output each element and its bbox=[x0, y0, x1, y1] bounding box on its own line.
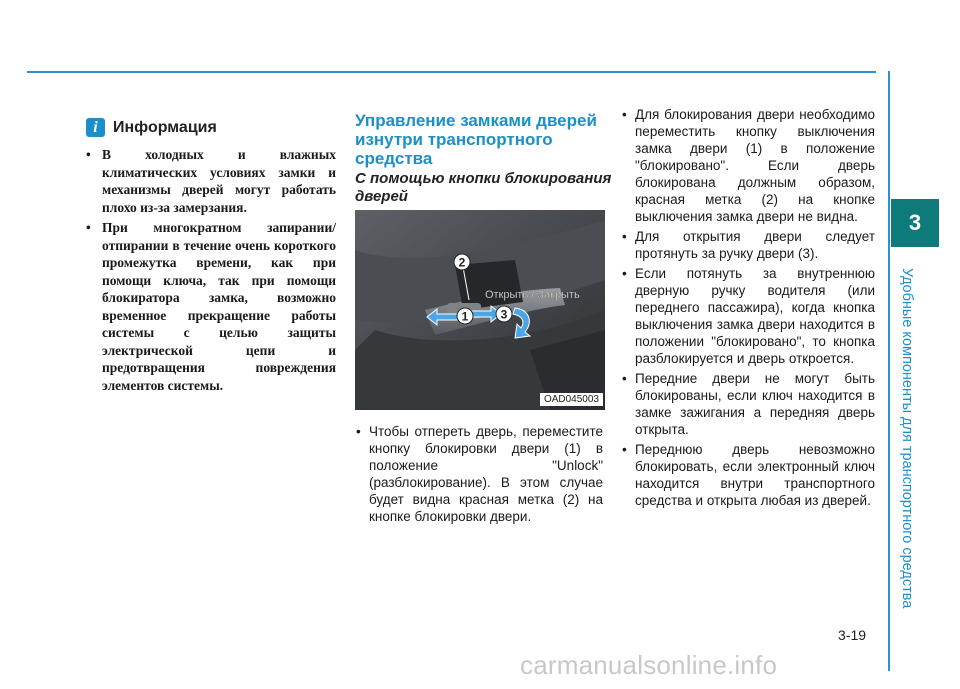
door-panel-illustration bbox=[355, 210, 605, 410]
chapter-divider bbox=[888, 71, 890, 671]
watermark: carmanualsonline.info bbox=[520, 650, 778, 680]
callout-1 bbox=[457, 308, 473, 324]
lock-instructions-list bbox=[621, 106, 875, 509]
door-lock-figure bbox=[355, 210, 605, 410]
list-item: • Переднюю дверь невозможно блокировать, если электронный ключ находится внутри транспортного средства и открыта любая из дверей. bbox=[621, 441, 875, 509]
list-item: • Для блокирования двери необходимо переместить кнопку выключения замка двери (1) в положение "блокировано". Если дверь блокирована должным образом, красная метка (2) на кнопке выключения замка двери не видна. bbox=[621, 106, 875, 225]
callout-3 bbox=[496, 306, 512, 322]
list-item: • Передние двери не могут быть блокированы, если ключ находится в замке зажигания а передняя дверь открыта. bbox=[621, 370, 875, 438]
callout-2 bbox=[454, 254, 470, 270]
info-icon: i bbox=[86, 118, 105, 137]
info-header bbox=[86, 118, 217, 137]
page-number: 3-19 bbox=[838, 627, 867, 643]
svg-text:1: 1 bbox=[461, 309, 469, 324]
list-item: • Чтобы отпереть дверь, переместите кнопку блокировки двери (1) в положение "Unlock" (разблокирование). В этом случае будет видна красная метка (2) на кнопке блокировки двери. bbox=[355, 423, 603, 525]
lock-overlay-label: Открыть / Закрыть bbox=[485, 289, 580, 301]
info-item: • В холодных и влажных климатических условиях замки и механизмы дверей могут работать плохо из-за замерзания. bbox=[86, 146, 336, 216]
list-item: • Если потянуть за внутреннюю дверную ручку водителя (или переднего пассажира), когда кнопка выключения замка двери находится в положении "блокировано", то кнопка разблокируется и дверь откроется. bbox=[621, 265, 875, 367]
figure-code: OAD045003 bbox=[540, 393, 603, 406]
info-title: Информация bbox=[113, 118, 217, 136]
chapter-side-title: Удобные компоненты для транспортного средства bbox=[899, 268, 915, 609]
chapter-number-badge: 3 bbox=[891, 199, 939, 247]
svg-text:2: 2 bbox=[458, 255, 466, 270]
section-title: Управление замками дверей изнутри транспортного средства bbox=[355, 111, 597, 168]
section-subtitle: С помощью кнопки блокирования дверей bbox=[355, 170, 612, 205]
info-list bbox=[86, 146, 336, 397]
top-rule bbox=[27, 71, 876, 73]
info-item: • При многократном запирании/отпирании в течение очень короткого промежутка времени, как при помощи ключа, так при помощи блокиратора замка, возможно временное прекращение работы системы с целью защиты электрической цепи и предотвращения повреждения элементов системы. bbox=[86, 219, 336, 394]
list-item: • Для открытия двери следует протянуть за ручку двери (3). bbox=[621, 228, 875, 262]
svg-text:3: 3 bbox=[500, 307, 508, 322]
unlock-list bbox=[355, 423, 603, 525]
